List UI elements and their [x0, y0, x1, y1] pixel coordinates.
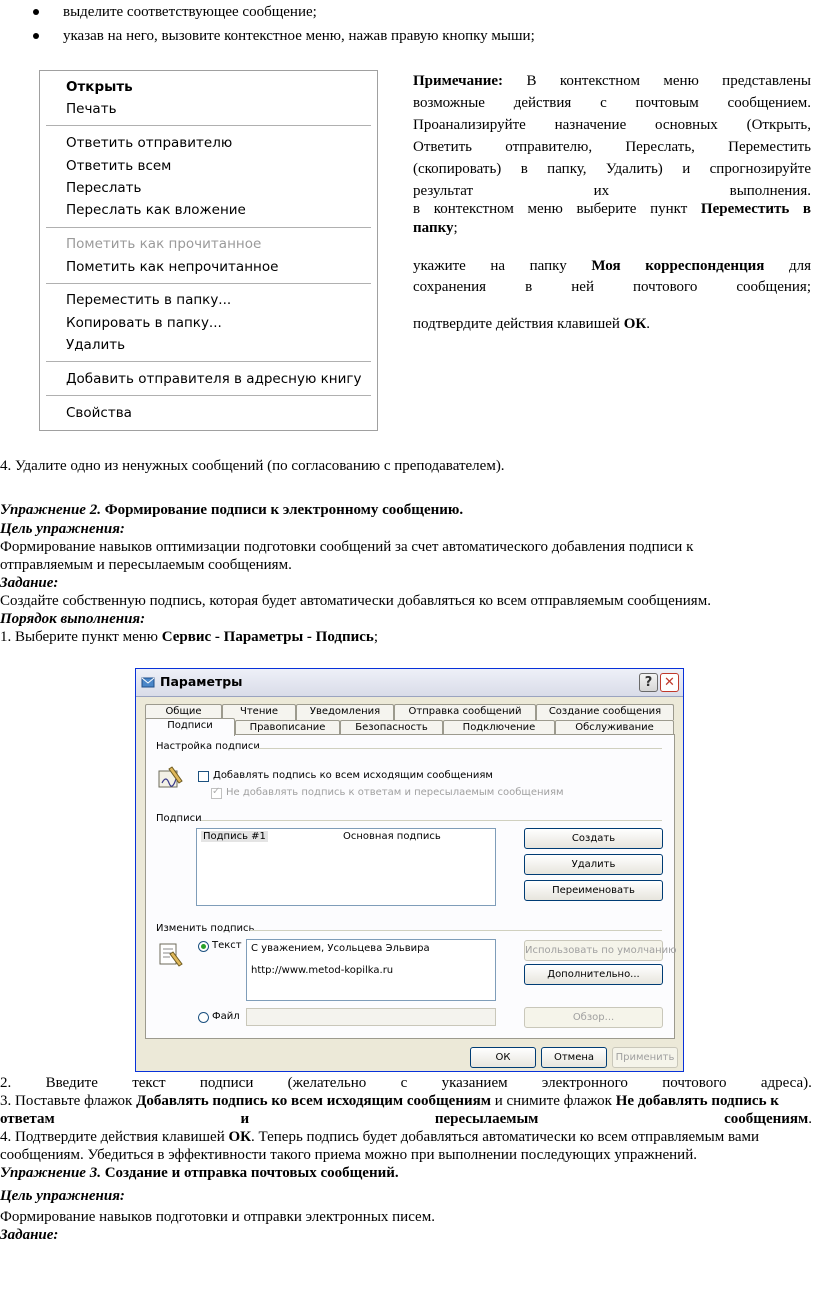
dialog-titlebar: [136, 669, 683, 697]
exercise2-step1: 1. Выберите пункт меню Сервис - Параметры - Подпись;: [0, 629, 379, 645]
menu-item-add-sender[interactable]: Добавить отправителя в адресную книгу: [66, 371, 362, 387]
menu-separator: [46, 227, 371, 228]
tab-read[interactable]: Чтение: [222, 704, 296, 720]
advanced-button[interactable]: Дополнительно...: [524, 964, 663, 985]
note-line: результат их выполнения.: [413, 183, 811, 199]
menu-item-mark-unread[interactable]: Пометить как непрочитанное: [66, 259, 279, 275]
step2-line: 2. Введите текст подписи (желательно с указанием электронного почтового адреса).: [0, 1075, 812, 1091]
signature-text-line: http://www.metod-kopilka.ru: [251, 965, 394, 976]
step3-line: 3. Поставьте флажок Добавлять подпись ко всем исходящим сообщениям и снимите флажок Не добавлять подпись к: [0, 1093, 779, 1109]
group-divider: [254, 748, 662, 749]
menu-item-reply-sender[interactable]: Ответить отправителю: [66, 135, 233, 151]
exercise2-task-label: Задание:: [0, 575, 59, 591]
group-signature-settings: Настройка подписи: [156, 741, 260, 752]
tab-signatures[interactable]: Подписи: [145, 718, 235, 736]
text-radio-label: Текст: [212, 940, 242, 951]
exercise3-title: Упражнение 3. Создание и отправка почтовых сообщений.: [0, 1165, 399, 1181]
exercise3-goal: Формирование навыков подготовки и отправки электронных писем.: [0, 1209, 435, 1225]
note-line: сохранения в ней почтового сообщения;: [413, 279, 811, 295]
close-button[interactable]: ✕: [660, 673, 679, 692]
tab-security[interactable]: Безопасность: [340, 720, 443, 736]
group-edit-signature: Изменить подпись: [156, 923, 255, 934]
dialog-title: Параметры: [160, 674, 243, 689]
signature-name[interactable]: Подпись #1: [203, 831, 266, 842]
signatures-panel: [145, 734, 675, 1039]
tab-connection[interactable]: Подключение: [443, 720, 555, 736]
no-reply-signature-checkbox: [211, 788, 222, 799]
add-signature-checkbox[interactable]: [198, 771, 209, 782]
menu-item-copy-to-folder[interactable]: Копировать в папку...: [66, 315, 222, 331]
menu-item-move-to-folder[interactable]: Переместить в папку...: [66, 292, 232, 308]
add-signature-label: Добавлять подпись ко всем исходящим сообщениям: [213, 770, 493, 781]
signature-default-label: Основная подпись: [343, 831, 441, 842]
step-delete-message: 4. Удалите одно из ненужных сообщений (по согласованию с преподавателем).: [0, 458, 505, 474]
exercise3-goal-label: Цель упражнения:: [0, 1188, 125, 1204]
context-menu: [39, 70, 378, 431]
menu-item-delete[interactable]: Удалить: [66, 337, 126, 353]
signature-text-field[interactable]: [246, 939, 496, 1001]
note-line: укажите на папку Моя корреспонденция для: [413, 258, 811, 274]
exercise2-procedure-label: Порядок выполнения:: [0, 611, 146, 627]
note-line: Проанализируйте назначение основных (Открыть,: [413, 117, 811, 133]
bullet-text: указав на него, вызовите контекстное меню, нажав правую кнопку мыши;: [63, 28, 535, 44]
group-divider: [250, 930, 662, 931]
note-line: возможные действия с почтовым сообщением.: [413, 95, 811, 111]
menu-separator: [46, 361, 371, 362]
group-divider: [201, 820, 662, 821]
help-button[interactable]: ?: [639, 673, 658, 692]
step4-confirm-line: 4. Подтвердите действия клавишей ОК. Теперь подпись будет добавляться автоматически ко всем отправляемым вами: [0, 1129, 760, 1145]
signature-settings-icon: [156, 763, 186, 793]
exercise2-goal-label: Цель упражнения:: [0, 521, 125, 537]
menu-separator: [46, 395, 371, 396]
no-reply-signature-label: Не добавлять подпись к ответам и пересылаемым сообщениям: [226, 787, 564, 798]
tab-general[interactable]: Общие: [145, 704, 222, 720]
signature-file-field: [246, 1008, 496, 1026]
apply-button: Применить: [612, 1047, 678, 1068]
tab-receipts[interactable]: Уведомления: [296, 704, 394, 720]
edit-signature-icon: [156, 940, 186, 970]
bullet-text: выделите соответствующее сообщение;: [63, 4, 317, 20]
exercise2-goal: отправляемым и пересылаемым сообщениям.: [0, 557, 292, 573]
options-dialog: [135, 668, 684, 1072]
step3-line2: ответам и пересылаемым сообщениям.: [0, 1111, 812, 1127]
note-line: папку;: [413, 220, 458, 236]
note-line: Примечание: В контекстном меню представлены: [413, 73, 811, 89]
menu-item-reply-all[interactable]: Ответить всем: [66, 158, 172, 174]
exercise3-task-label: Задание:: [0, 1227, 59, 1243]
browse-button: Обзор...: [524, 1007, 663, 1028]
tab-spelling[interactable]: Правописание: [235, 720, 340, 736]
cancel-button[interactable]: Отмена: [541, 1047, 607, 1068]
delete-button[interactable]: Удалить: [524, 854, 663, 875]
menu-item-mark-read: Пометить как прочитанное: [66, 236, 262, 252]
group-signatures: Подписи: [156, 813, 202, 824]
step4-confirm-line2: сообщениям. Убедиться в эффективности такого приема можно при выполнении последующих упражнений.: [0, 1147, 697, 1163]
menu-separator: [46, 125, 371, 126]
menu-item-properties[interactable]: Свойства: [66, 405, 132, 421]
tab-compose[interactable]: Создание сообщения: [536, 704, 674, 720]
create-button[interactable]: Создать: [524, 828, 663, 849]
file-radio-label: Файл: [212, 1011, 240, 1022]
note-line: (скопировать) в папку, Удалить) и спрогнозируйте: [413, 161, 811, 177]
rename-button[interactable]: Переименовать: [524, 880, 663, 901]
menu-item-forward-attachment[interactable]: Переслать как вложение: [66, 202, 246, 218]
exercise2-goal: Формирование навыков оптимизации подготовки сообщений за счет автоматического добавления подписи к: [0, 539, 694, 555]
note-line: в контекстном меню выберите пункт Переместить в: [413, 201, 811, 217]
menu-item-print[interactable]: Печать: [66, 101, 117, 117]
bullet-dot: [33, 9, 39, 15]
use-default-button: Использовать по умолчанию: [524, 940, 663, 961]
note-line: Ответить отправителю, Переслать, Переместить: [413, 139, 811, 155]
text-radio[interactable]: [198, 941, 209, 952]
signature-text-line: С уважением, Усольцева Эльвира: [251, 943, 430, 954]
note-line: подтвердите действия клавишей ОК.: [413, 316, 650, 332]
menu-item-open[interactable]: Открыть: [66, 79, 133, 95]
mail-app-icon: [141, 675, 155, 689]
exercise2-title: Упражнение 2. Формирование подписи к электронному сообщению.: [0, 502, 464, 518]
bullet-dot: [33, 33, 39, 39]
menu-item-forward[interactable]: Переслать: [66, 180, 142, 196]
menu-separator: [46, 283, 371, 284]
tab-maintenance[interactable]: Обслуживание: [555, 720, 674, 736]
exercise2-task: Создайте собственную подпись, которая будет автоматически добавляться ко всем отправляемым сообщениям.: [0, 593, 711, 609]
file-radio[interactable]: [198, 1012, 209, 1023]
signatures-list[interactable]: [196, 828, 496, 906]
ok-button[interactable]: ОК: [470, 1047, 536, 1068]
tab-send[interactable]: Отправка сообщений: [394, 704, 536, 720]
